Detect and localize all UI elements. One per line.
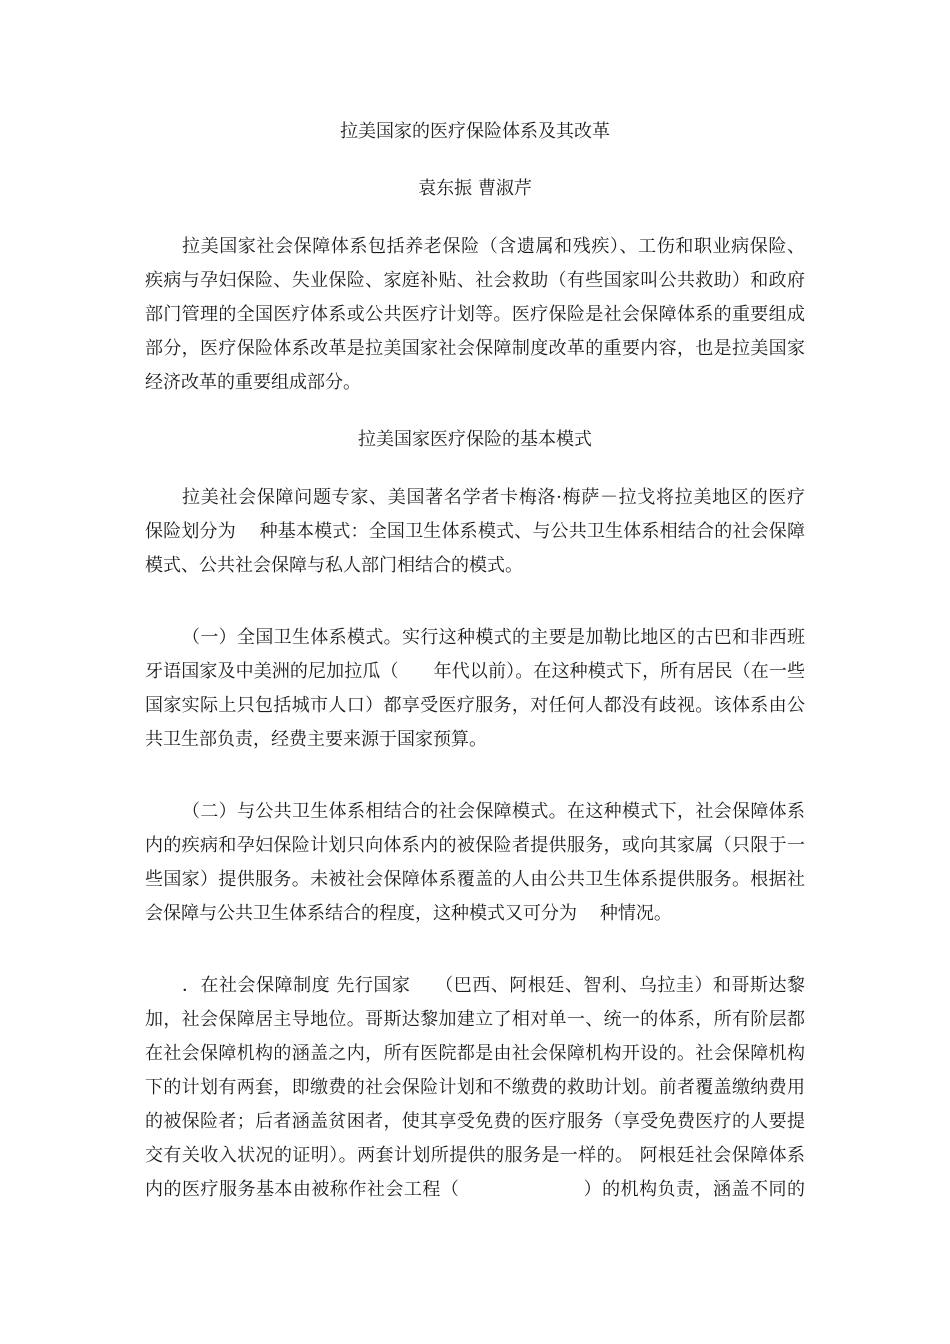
text-line: （一）全国卫生体系模式。实行这种模式的主要是加勒比地区的古巴和非西班 [182,627,805,648]
text-line: 牙语国家及中美洲的尼加拉瓜（ 年代以前）。在这种模式下，所有居民（在一些 [145,661,805,682]
text-line: 共卫生部负责，经费主要来源于国家预算。 [145,729,487,750]
text-line: 拉美社会保障问题专家、美国著名学者卡梅洛·梅萨－拉戈将拉美地区的医疗 [182,487,805,508]
text-line: 下的计划有两套，即缴费的社会保险计划和不缴费的救助计划。前者覆盖缴纳费用 [145,1077,805,1098]
document-title: 拉美国家的医疗保险体系及其改革 [340,121,610,142]
text-line: 内的疾病和孕妇保险计划只向体系内的被保险者提供服务，或向其家属（只限于一 [145,835,805,856]
text-line: 保险划分为 种基本模式：全国卫生体系模式、与公共卫生体系相结合的社会保障 [145,521,805,542]
document-authors: 袁东振 曹淑芹 [418,178,532,199]
text-line: 部门管理的全国医疗体系或公共医疗计划等。医疗保险是社会保障体系的重要组成 [145,304,805,325]
text-line: （二）与公共卫生体系相结合的社会保障模式。在这种模式下，社会保障体系 [182,801,805,822]
text-line: 经济改革的重要组成部分。 [145,372,361,393]
text-line: ．在社会保障制度 先行国家 （巴西、阿根廷、智利、乌拉圭）和哥斯达黎 [182,975,805,996]
text-line: 会保障与公共卫生体系结合的程度，这种模式又可分为 种情况。 [145,903,672,924]
section-heading: 拉美国家医疗保险的基本模式 [358,429,592,450]
text-line: 的被保险者；后者涵盖贫困者，使其享受免费的医疗服务（享受免费医疗的人要提 [145,1111,805,1132]
text-line: 疾病与孕妇保险、失业保险、家庭补贴、社会救助（有些国家叫公共救助）和政府 [145,270,805,291]
text-line: 加，社会保障居主导地位。哥斯达黎加建立了相对单一、统一的体系，所有阶层都 [145,1009,805,1030]
text-line: 拉美国家社会保障体系包括养老保险（含遗属和残疾）、工伤和职业病保险、 [182,236,805,257]
text-line: 内的医疗服务基本由被称作社会工程（ ）的机构负责，涵盖不同的 [145,1179,805,1200]
text-line: 些国家）提供服务。未被社会保障体系覆盖的人由公共卫生体系提供服务。根据社 [145,869,805,890]
text-line: 交有关收入状况的证明）。两套计划所提供的服务是一样的。 阿根廷社会保障体系 [145,1145,805,1166]
text-line: 国家实际上只包括城市人口）都享受医疗服务，对任何人都没有歧视。该体系由公 [145,695,805,716]
text-line: 部分，医疗保险体系改革是拉美国家社会保障制度改革的重要内容，也是拉美国家 [145,338,805,359]
text-line: 在社会保障机构的涵盖之内，所有医院都是由社会保障机构开设的。社会保障机构 [145,1043,805,1064]
text-line: 模式、公共社会保障与私人部门相结合的模式。 [145,555,523,576]
